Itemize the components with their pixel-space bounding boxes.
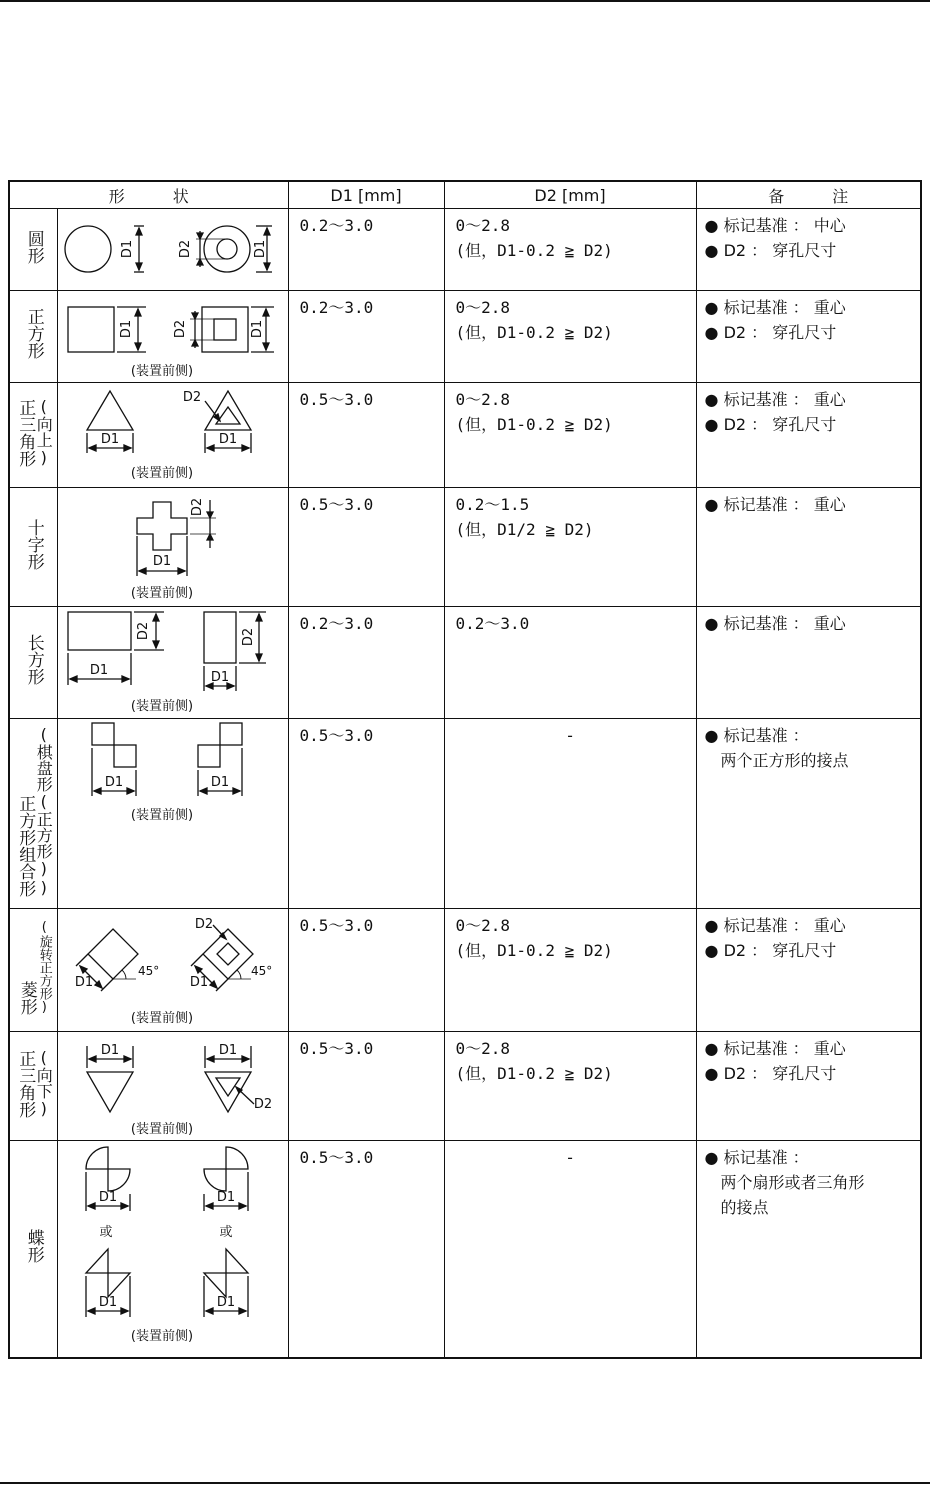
shape-figure-square — [57, 291, 288, 383]
note-cell: ● 标记基准 ： 重心 ● D2 ： 穿孔尺寸 — [696, 383, 921, 488]
d1-range: 0.5～3.0 — [288, 488, 444, 607]
or-label: 或 — [98, 1225, 113, 1240]
or-label: 或 — [218, 1225, 233, 1240]
d1-label: D1 — [104, 775, 123, 790]
d1-range: 0.2～3.0 — [288, 209, 444, 291]
note-cell: ● 标记基准 ： 中心 ● D2 ： 穿孔尺寸 — [696, 209, 921, 291]
note-cell: ● 标记基准 ： 重心 — [696, 488, 921, 607]
shape-figure-rectangle — [57, 607, 288, 719]
d2-range: 0～2.8 (但，D1-0.2 ≧ D2) — [444, 1032, 696, 1141]
d2-label: D2 — [177, 239, 193, 259]
d2-label: D2 — [240, 627, 256, 647]
d2-label: D2 — [135, 621, 151, 641]
table-row-circle — [9, 209, 921, 291]
table-row-rectangle — [9, 607, 921, 719]
d1-range: 0.2～3.0 — [288, 607, 444, 719]
front-label: (装置前侧) — [130, 466, 193, 481]
d1-label: D1 — [252, 239, 268, 259]
shape-figure-butterfly — [57, 1141, 288, 1359]
d2-range: 0～2.8 (但，D1-0.2 ≧ D2) — [444, 291, 696, 383]
note-cell: ● 标记基准 ： 重心 — [696, 607, 921, 719]
d1-label: D1 — [98, 1295, 117, 1310]
d2-range: - — [444, 1141, 696, 1359]
d1-label: D1 — [189, 975, 208, 990]
shape-figure-cross — [57, 488, 288, 607]
d2-range: 0.2～3.0 — [444, 607, 696, 719]
top-rule — [0, 0, 930, 2]
d2-label: D2 — [182, 390, 201, 405]
note-cell: ● 标记基准 ： 重心 ● D2 ： 穿孔尺寸 — [696, 291, 921, 383]
shape-label: 蝶形 — [9, 1141, 57, 1359]
shape-label: 正方形 — [9, 291, 57, 383]
shape-label: 圆形 — [9, 209, 57, 291]
d2-label: D2 — [189, 497, 205, 517]
shape-figure-triangle-up — [57, 383, 288, 488]
table-row-triangle-down — [9, 1032, 921, 1141]
table-row-cross — [9, 488, 921, 607]
shape-label: 正三角形(向下) — [9, 1032, 57, 1141]
front-label: (装置前侧) — [130, 364, 193, 379]
shape-label: 菱形(旋转正方形) — [9, 909, 57, 1032]
table-row-square — [9, 291, 921, 383]
front-label: (装置前侧) — [130, 1122, 193, 1137]
header-row — [9, 181, 921, 209]
d1-label: D1 — [218, 432, 237, 447]
table-row-checker — [9, 719, 921, 909]
shape-figure-checker — [57, 719, 288, 909]
front-label: (装置前侧) — [130, 808, 193, 823]
table-row-triangle-up — [9, 383, 921, 488]
mark-shape-table — [8, 180, 922, 1359]
header-d2: D2 [mm] — [444, 181, 696, 209]
front-label: (装置前侧) — [130, 586, 193, 601]
shape-label: 十字形 — [9, 488, 57, 607]
shape-figure-circle — [57, 209, 288, 291]
d1-label: D1 — [216, 1190, 235, 1205]
d1-range: 0.5～3.0 — [288, 909, 444, 1032]
d1-label: D1 — [249, 319, 265, 339]
d1-label: D1 — [216, 1295, 235, 1310]
d1-label: D1 — [100, 432, 119, 447]
d1-range: 0.5～3.0 — [288, 719, 444, 909]
header-note: 备 注 — [696, 181, 921, 209]
angle-label: 45° — [137, 964, 159, 978]
front-label: (装置前侧) — [130, 699, 193, 714]
d1-label: D1 — [119, 239, 135, 259]
d1-label: D1 — [152, 554, 171, 569]
table-row-rhombus — [9, 909, 921, 1032]
shape-label: 长方形 — [9, 607, 57, 719]
d1-range: 0.2～3.0 — [288, 291, 444, 383]
angle-label: 45° — [250, 964, 272, 978]
bottom-rule — [0, 1482, 930, 1484]
d1-range: 0.5～3.0 — [288, 1032, 444, 1141]
d2-range: 0.2～1.5 (但，D1/2 ≧ D2) — [444, 488, 696, 607]
d1-range: 0.5～3.0 — [288, 383, 444, 488]
shape-label: 正三角形(向上) — [9, 383, 57, 488]
d1-label: D1 — [74, 975, 93, 990]
shape-label: 正方形组合形(棋盘形(正方形)) — [9, 719, 57, 909]
front-label: (装置前侧) — [130, 1329, 193, 1344]
d2-range: 0～2.8 (但，D1-0.2 ≧ D2) — [444, 383, 696, 488]
table-row-butterfly — [9, 1141, 921, 1359]
d1-label: D1 — [218, 1043, 237, 1058]
d1-label: D1 — [210, 775, 229, 790]
d1-label: D1 — [210, 670, 229, 685]
note-cell: ● 标记基准 ： 两个扇形或者三角形 的接点 — [696, 1141, 921, 1359]
d2-label: D2 — [172, 319, 188, 339]
d2-range: 0～2.8 (但，D1-0.2 ≧ D2) — [444, 909, 696, 1032]
d1-label: D1 — [118, 319, 134, 339]
note-cell: ● 标记基准 ： 重心 ● D2 ： 穿孔尺寸 — [696, 909, 921, 1032]
front-label: (装置前侧) — [130, 1011, 193, 1026]
shape-figure-rhombus — [57, 909, 288, 1032]
note-cell: ● 标记基准 ： 两个正方形的接点 — [696, 719, 921, 909]
note-cell: ● 标记基准 ： 重心 ● D2 ： 穿孔尺寸 — [696, 1032, 921, 1141]
d1-label: D1 — [98, 1190, 117, 1205]
d1-label: D1 — [100, 1043, 119, 1058]
header-shape: 形 状 — [9, 181, 288, 209]
d2-range: 0～2.8 (但，D1-0.2 ≧ D2) — [444, 209, 696, 291]
d2-range: - — [444, 719, 696, 909]
shape-figure-triangle-down — [57, 1032, 288, 1141]
d2-label: D2 — [194, 917, 213, 932]
d2-label: D2 — [253, 1097, 272, 1112]
header-d1: D1 [mm] — [288, 181, 444, 209]
d1-label: D1 — [89, 663, 108, 678]
d1-range: 0.5～3.0 — [288, 1141, 444, 1359]
